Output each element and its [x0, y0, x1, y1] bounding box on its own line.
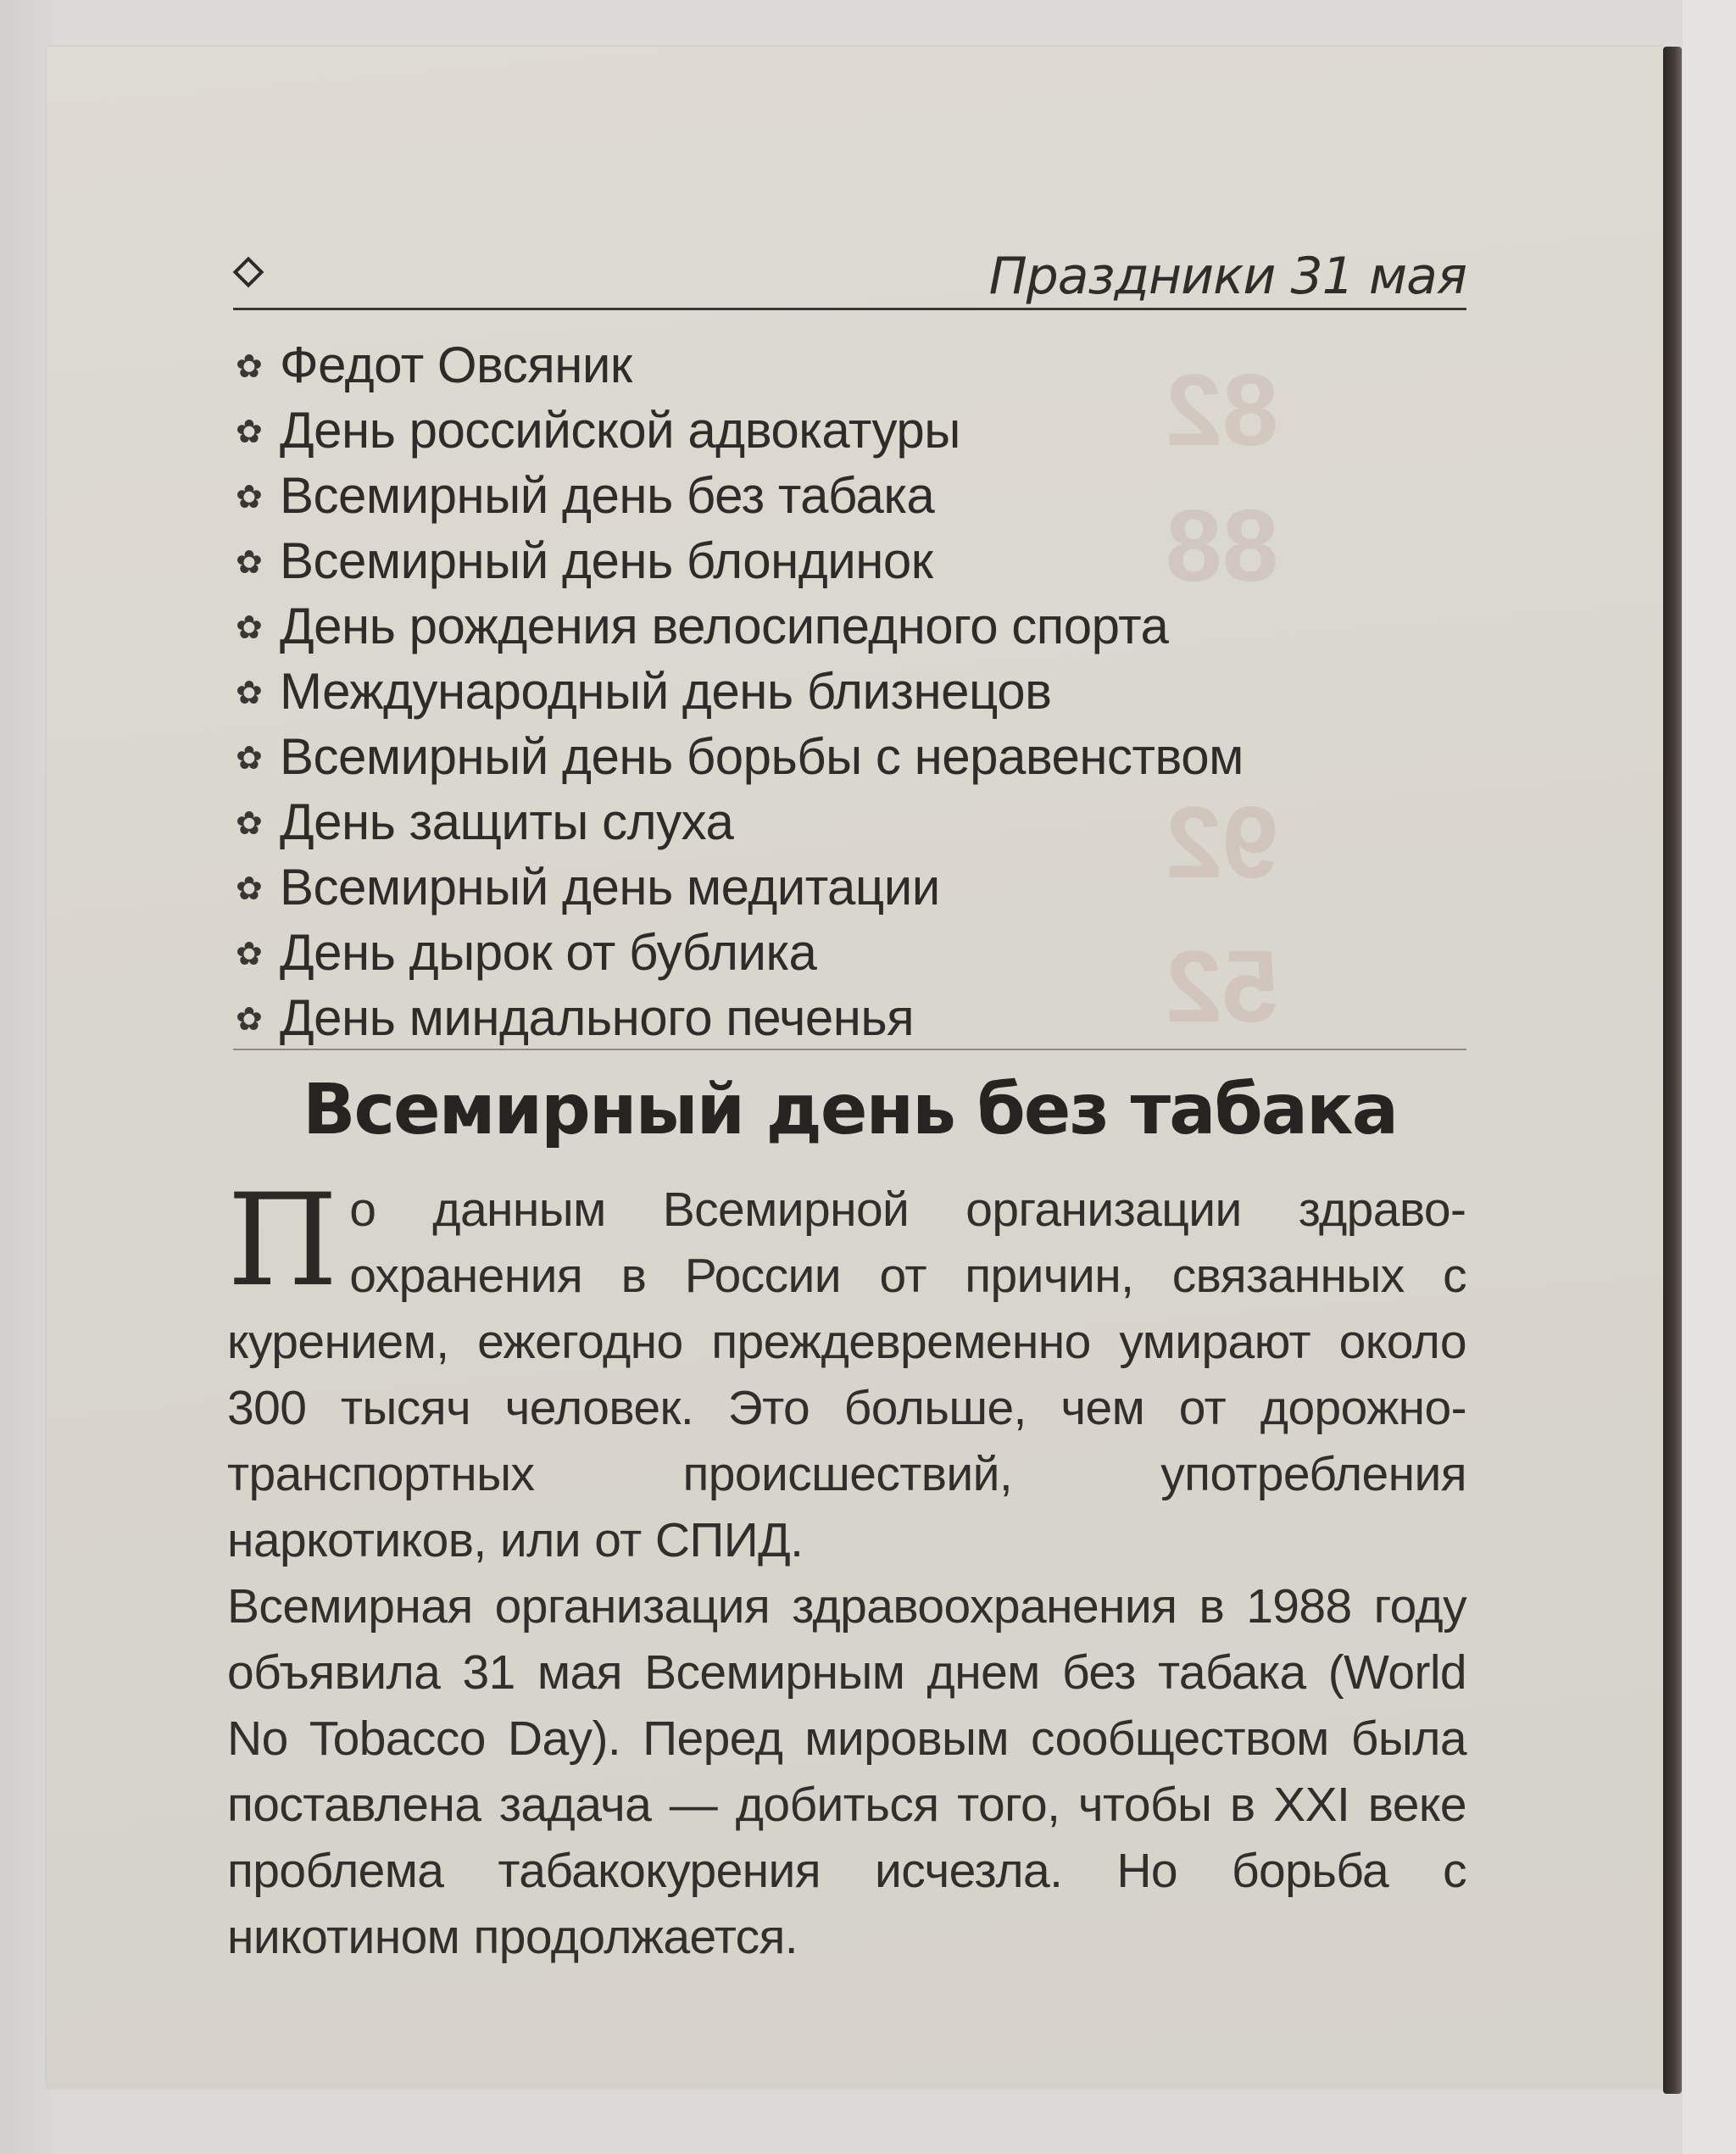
list-item — [236, 985, 1524, 1050]
list-item — [236, 920, 1524, 985]
list-item — [236, 593, 1524, 659]
holiday-name: День дырок от бублика — [280, 924, 817, 981]
bleed-through-mark: 92 — [1166, 786, 1279, 899]
list-item — [236, 659, 1524, 724]
article-paragraph — [227, 1167, 1466, 1573]
drop-cap: П — [227, 1167, 338, 1315]
clover-bullet-icon: ✿ — [236, 349, 263, 385]
clover-bullet-icon: ✿ — [236, 480, 263, 515]
page-shadow-edge — [1663, 47, 1682, 2094]
diamond-outline-icon — [233, 257, 264, 288]
article-body — [227, 1167, 1466, 1970]
bleed-through-mark: 88 — [1166, 489, 1279, 603]
background-right — [1683, 0, 1736, 2154]
holiday-name: Всемирный день блондинок — [280, 532, 933, 589]
clover-bullet-icon: ✿ — [236, 415, 263, 450]
holiday-name: Всемирный день борьбы с неравенством — [280, 728, 1244, 785]
background-left — [0, 0, 51, 2154]
list-item — [236, 398, 1524, 463]
section-title: Праздники 31 мая — [988, 247, 1466, 306]
holiday-name: День российской адвокатуры — [280, 402, 960, 459]
list-divider — [233, 1049, 1466, 1050]
paragraph-text: о данным Всемирной организации здравоохранения в России от причин, связанных с курением, ежегодно преждевременно умирают около 300 тысяч человек. Это больше, чем от дорожно-транспортных происшествий, употребления наркотиков, или от СПИД. — [227, 1183, 1466, 1567]
list-item — [236, 528, 1524, 593]
holiday-list — [236, 332, 1524, 1050]
clover-bullet-icon: ✿ — [236, 676, 263, 711]
list-item — [236, 724, 1524, 789]
header-divider — [233, 308, 1466, 310]
clover-bullet-icon: ✿ — [236, 937, 263, 972]
list-item — [236, 854, 1524, 920]
clover-bullet-icon: ✿ — [236, 871, 263, 907]
bleed-through-mark: 82 — [1166, 353, 1279, 467]
clover-bullet-icon: ✿ — [236, 1002, 263, 1038]
holiday-name: День рождения велосипедного спорта — [280, 598, 1169, 654]
clover-bullet-icon: ✿ — [236, 545, 263, 581]
holiday-name: День миндального печенья — [280, 989, 915, 1046]
section-header — [233, 242, 1466, 309]
bleed-through-mark: 52 — [1166, 930, 1279, 1044]
list-item — [236, 463, 1524, 528]
article-title: Всемирный день без табака — [302, 1070, 1398, 1150]
holiday-name: Всемирный день медитации — [280, 859, 940, 916]
article-paragraph: Всемирная организация здравоохранения в 1988 году объявила 31 мая Всемирным днем без табака (World No Tobacco Day). Перед мировым сообществом была поставлена задача — добиться того, чтобы в XXI веке проблема табакокурения исчезла. Но борьба с никотином продолжается. — [227, 1579, 1466, 1964]
clover-bullet-icon: ✿ — [236, 741, 263, 776]
list-item — [236, 332, 1524, 398]
list-item — [236, 789, 1524, 854]
holiday-name: Международный день близнецов — [280, 663, 1052, 720]
clover-bullet-icon: ✿ — [236, 610, 263, 646]
holiday-name: Федот Овсяник — [280, 337, 632, 393]
clover-bullet-icon: ✿ — [236, 806, 263, 842]
holiday-name: День защиты слуха — [280, 793, 734, 850]
holiday-name: Всемирный день без табака — [280, 467, 935, 524]
